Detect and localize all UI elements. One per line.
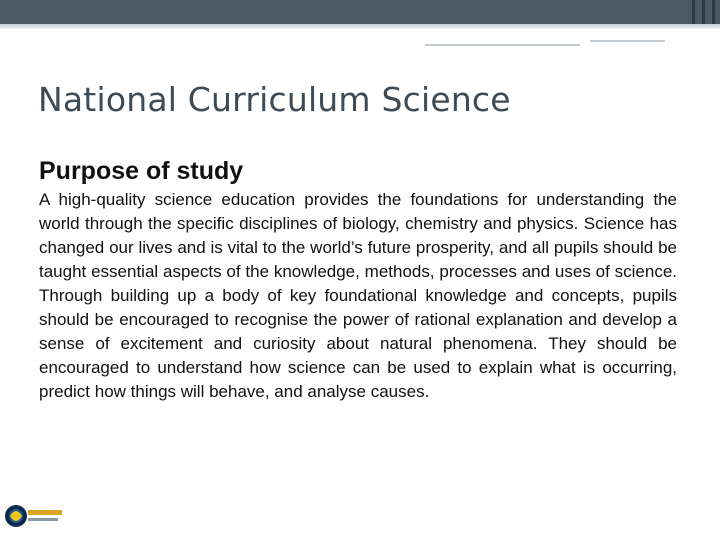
body-paragraph: A high-quality science education provides the foundations for understanding the world through the specific disciplines of biology, chemistry and physics. Science has changed our lives and is vital to the world’s future prosperity, and all pupils should be taught essential aspects of the knowledge, methods, processes and uses of science. Through building up a body of key foundational knowledge and concepts, pupils should be encouraged to recognise the power of rational explanation and develop a sense of excitement and curiosity about natural phenomena. They should be encouraged to understand how science can be used to explain what is occurring, predict how things will behave, and analyse causes. [39, 190, 677, 401]
top-bar-segment [692, 0, 695, 24]
top-bar-segment [712, 0, 715, 24]
slide-top-rule [0, 24, 720, 29]
slide-title: National Curriculum Science [38, 80, 511, 119]
top-bar-segment [702, 0, 705, 24]
slide-accent-line [590, 40, 665, 42]
jnc-education-logo-icon [4, 500, 66, 532]
section-heading: Purpose of study [39, 157, 244, 185]
slide-accent-line [425, 44, 580, 46]
slide-top-bar [0, 0, 720, 24]
